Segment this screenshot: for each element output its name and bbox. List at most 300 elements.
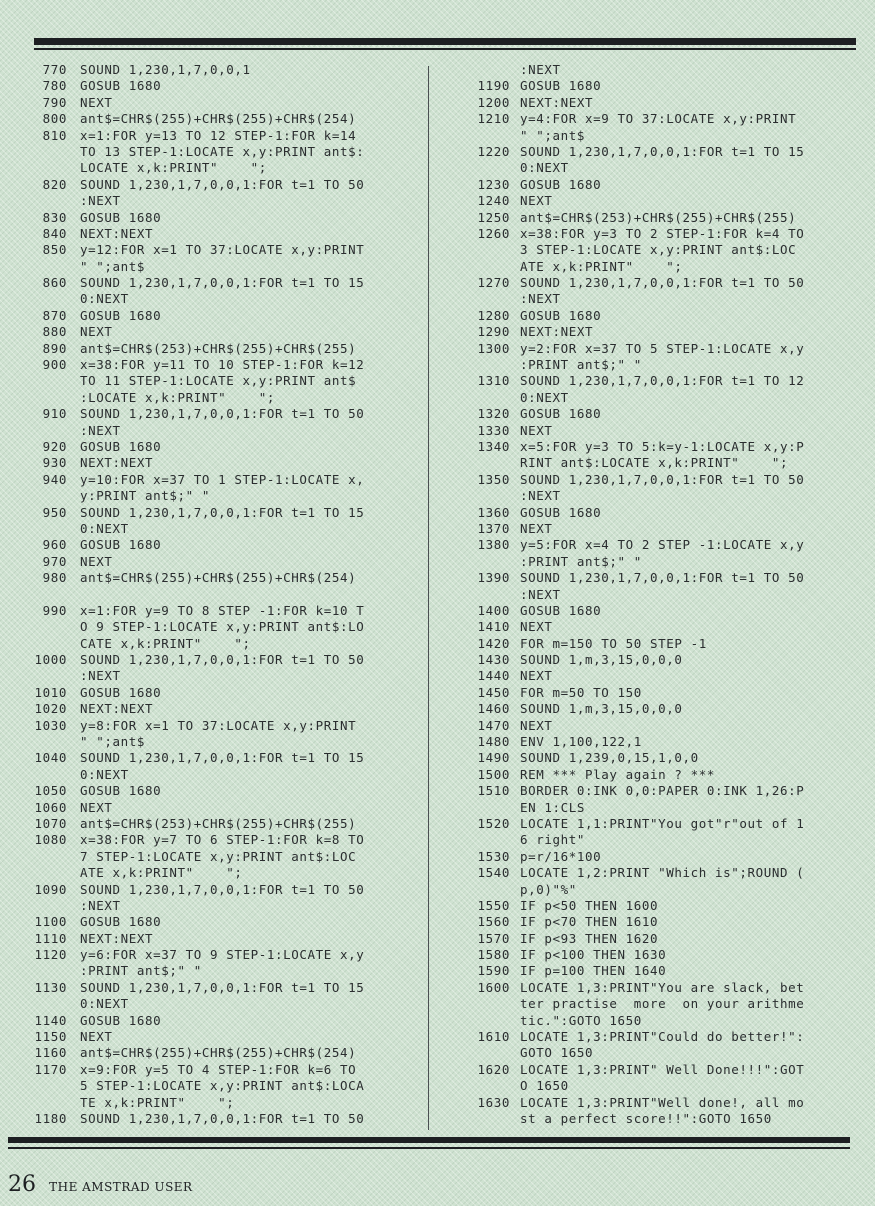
code-line bbox=[446, 767, 866, 783]
code-text: :NEXT bbox=[80, 193, 121, 209]
line-number: 1480 bbox=[477, 734, 510, 750]
line-number: 950 bbox=[42, 504, 67, 520]
code-line bbox=[446, 439, 866, 455]
line-number: 1540 bbox=[477, 865, 510, 881]
code-line-continuation bbox=[446, 390, 866, 406]
line-number: 1400 bbox=[477, 602, 510, 618]
code-line bbox=[0, 1029, 420, 1045]
code-text: O 9 STEP-1:LOCATE x,y:PRINT ant$:LO bbox=[80, 619, 365, 635]
line-number: 820 bbox=[42, 176, 67, 192]
line-number: 1220 bbox=[477, 143, 510, 159]
line-number: 1190 bbox=[477, 78, 510, 94]
line-number: 1290 bbox=[477, 324, 510, 340]
line-number: 960 bbox=[42, 537, 67, 553]
code-line bbox=[446, 226, 866, 242]
code-text: SOUND 1,m,3,15,0,0,0 bbox=[520, 701, 683, 717]
code-text: NEXT bbox=[80, 94, 113, 110]
code-line-continuation bbox=[446, 1013, 866, 1029]
code-line-continuation bbox=[0, 619, 420, 635]
code-text: SOUND 1,230,1,7,0,0,1:FOR t=1 TO 50 bbox=[520, 570, 805, 586]
code-line bbox=[0, 406, 420, 422]
code-text: y=10:FOR x=37 TO 1 STEP-1:LOCATE x, bbox=[80, 471, 365, 487]
code-line bbox=[446, 783, 866, 799]
code-line-continuation bbox=[446, 291, 866, 307]
code-line bbox=[0, 242, 420, 258]
code-line-continuation bbox=[446, 488, 866, 504]
line-number: 1050 bbox=[34, 783, 67, 799]
code-line bbox=[446, 947, 866, 963]
code-line bbox=[0, 882, 420, 898]
code-line bbox=[446, 931, 866, 947]
code-text: x=1:FOR y=13 TO 12 STEP-1:FOR k=14 bbox=[80, 127, 357, 143]
code-text: LOCATE 1,3:PRINT"Well done!, all mo bbox=[520, 1094, 805, 1110]
code-text: IF p<70 THEN 1610 bbox=[520, 914, 659, 930]
code-line bbox=[446, 177, 866, 193]
code-line-continuation bbox=[446, 62, 866, 78]
code-line-continuation bbox=[0, 865, 420, 881]
line-number: 1500 bbox=[477, 766, 510, 782]
page-number: 26 bbox=[8, 1172, 36, 1197]
code-text: y=6:FOR x=37 TO 9 STEP-1:LOCATE x,y bbox=[80, 947, 365, 963]
line-number: 930 bbox=[42, 455, 67, 471]
line-number: 1030 bbox=[34, 717, 67, 733]
code-text: GOSUB 1680 bbox=[520, 307, 602, 323]
code-line bbox=[446, 668, 866, 684]
code-line bbox=[446, 750, 866, 766]
line-number: 940 bbox=[42, 471, 67, 487]
line-number: 1350 bbox=[477, 471, 510, 487]
line-number: 1390 bbox=[477, 570, 510, 586]
code-line-continuation bbox=[446, 882, 866, 898]
code-line bbox=[0, 537, 420, 553]
code-line bbox=[446, 505, 866, 521]
code-text: SOUND 1,230,1,7,0,0,1:FOR t=1 TO 15 bbox=[80, 504, 365, 520]
code-line-continuation bbox=[446, 996, 866, 1012]
line-number: 1430 bbox=[477, 652, 510, 668]
code-line bbox=[446, 603, 866, 619]
code-line-continuation bbox=[0, 587, 420, 603]
code-text: NEXT:NEXT bbox=[80, 701, 154, 717]
code-line bbox=[0, 914, 420, 930]
code-line bbox=[446, 406, 866, 422]
code-text: ant$=CHR$(253)+CHR$(255)+CHR$(255) bbox=[80, 815, 357, 831]
magazine-title: THE AMSTRAD USER bbox=[49, 1180, 193, 1194]
line-number: 850 bbox=[42, 242, 67, 258]
code-text: NEXT bbox=[520, 717, 553, 733]
line-number: 990 bbox=[42, 602, 67, 618]
code-text: GOSUB 1680 bbox=[80, 78, 162, 94]
line-number: 1080 bbox=[34, 832, 67, 848]
line-number: 790 bbox=[42, 94, 67, 110]
line-number: 1410 bbox=[477, 619, 510, 635]
code-text: FOR m=150 TO 50 STEP -1 bbox=[520, 635, 707, 651]
code-line bbox=[446, 1029, 866, 1045]
code-text: p,0)"%" bbox=[520, 881, 577, 897]
code-text: BORDER 0:INK 0,0:PAPER 0:INK 1,26:P bbox=[520, 783, 805, 799]
line-number: 1330 bbox=[477, 422, 510, 438]
line-number: 1130 bbox=[34, 979, 67, 995]
page-footer bbox=[8, 1172, 193, 1197]
code-text: :PRINT ant$;" " bbox=[520, 553, 642, 569]
bottom-rule-thin bbox=[8, 1147, 850, 1149]
code-line bbox=[0, 357, 420, 373]
code-text: GOSUB 1680 bbox=[80, 783, 162, 799]
line-number: 1310 bbox=[477, 373, 510, 389]
code-text: SOUND 1,230,1,7,0,0,1:FOR t=1 TO 50 bbox=[80, 176, 365, 192]
line-number: 1450 bbox=[477, 684, 510, 700]
code-line-continuation bbox=[0, 423, 420, 439]
code-line bbox=[0, 177, 420, 193]
code-line-continuation bbox=[0, 1078, 420, 1094]
code-line bbox=[446, 193, 866, 209]
bottom-rule-thick bbox=[8, 1137, 850, 1143]
code-line-continuation bbox=[446, 1045, 866, 1061]
code-line-continuation bbox=[0, 996, 420, 1012]
code-line-continuation bbox=[0, 373, 420, 389]
code-text: SOUND 1,230,1,7,0,0,1:FOR t=1 TO 50 bbox=[80, 652, 365, 668]
code-line bbox=[0, 980, 420, 996]
code-text: :NEXT bbox=[520, 291, 561, 307]
code-line bbox=[446, 685, 866, 701]
code-text: tic.":GOTO 1650 bbox=[520, 1012, 642, 1028]
code-line bbox=[0, 800, 420, 816]
code-text: " ";ant$ bbox=[80, 734, 146, 750]
code-line-continuation bbox=[0, 636, 420, 652]
code-text: 6 right" bbox=[520, 832, 586, 848]
code-text: " ";ant$ bbox=[520, 127, 586, 143]
code-text: x=38:FOR y=3 TO 2 STEP-1:FOR k=4 TO bbox=[520, 225, 805, 241]
code-line bbox=[0, 111, 420, 127]
code-line bbox=[446, 619, 866, 635]
line-number: 780 bbox=[42, 78, 67, 94]
line-number: 900 bbox=[42, 357, 67, 373]
code-line bbox=[0, 128, 420, 144]
code-text: GOTO 1650 bbox=[520, 1045, 594, 1061]
line-number: 1420 bbox=[477, 635, 510, 651]
line-number: 1560 bbox=[477, 914, 510, 930]
code-line-continuation bbox=[446, 800, 866, 816]
code-text: NEXT bbox=[520, 520, 553, 536]
code-line bbox=[446, 275, 866, 291]
line-number: 1470 bbox=[477, 717, 510, 733]
line-number: 1570 bbox=[477, 930, 510, 946]
code-text: ATE x,k:PRINT" "; bbox=[520, 258, 683, 274]
line-number: 860 bbox=[42, 275, 67, 291]
code-line bbox=[0, 226, 420, 242]
code-line-continuation bbox=[0, 898, 420, 914]
code-text: p=r/16*100 bbox=[520, 848, 602, 864]
line-number: 1460 bbox=[477, 701, 510, 717]
code-line bbox=[446, 701, 866, 717]
code-text: GOSUB 1680 bbox=[80, 307, 162, 323]
code-line bbox=[446, 78, 866, 94]
code-text: ant$=CHR$(253)+CHR$(255)+CHR$(255) bbox=[520, 209, 797, 225]
line-number: 870 bbox=[42, 307, 67, 323]
line-number: 1550 bbox=[477, 897, 510, 913]
code-line bbox=[0, 472, 420, 488]
code-text: ant$=CHR$(253)+CHR$(255)+CHR$(255) bbox=[80, 340, 357, 356]
code-line-continuation bbox=[446, 160, 866, 176]
code-text: st a perfect score!!":GOTO 1650 bbox=[520, 1111, 772, 1126]
line-number: 1010 bbox=[34, 684, 67, 700]
line-number: 1170 bbox=[34, 1061, 67, 1077]
code-text: y=4:FOR x=9 TO 37:LOCATE x,y:PRINT bbox=[520, 111, 797, 127]
code-text: CATE x,k:PRINT" "; bbox=[80, 635, 251, 651]
code-text: GOSUB 1680 bbox=[520, 78, 602, 94]
code-text: NEXT:NEXT bbox=[520, 324, 594, 340]
code-text: y=2:FOR x=37 TO 5 STEP-1:LOCATE x,y bbox=[520, 340, 805, 356]
code-text: NEXT bbox=[80, 324, 113, 340]
code-text: SOUND 1,230,1,7,0,0,1:FOR t=1 TO 15 bbox=[80, 750, 365, 766]
code-line bbox=[446, 734, 866, 750]
code-text: NEXT:NEXT bbox=[520, 94, 594, 110]
code-line bbox=[446, 144, 866, 160]
code-line bbox=[446, 914, 866, 930]
code-text: LOCATE 1,3:PRINT"You are slack, bet bbox=[520, 979, 805, 995]
code-text: x=5:FOR y=3 TO 5:k=y-1:LOCATE x,y:P bbox=[520, 438, 805, 454]
code-line bbox=[0, 947, 420, 963]
code-line-continuation bbox=[0, 963, 420, 979]
code-line bbox=[0, 570, 420, 586]
code-text: 0:NEXT bbox=[520, 160, 569, 176]
code-line-continuation bbox=[0, 390, 420, 406]
line-number: 1510 bbox=[477, 783, 510, 799]
code-text: LOCATE 1,3:PRINT" Well Done!!!":GOT bbox=[520, 1061, 805, 1077]
line-number: 1380 bbox=[477, 537, 510, 553]
code-text: NEXT bbox=[520, 619, 553, 635]
code-line-continuation bbox=[0, 521, 420, 537]
code-text: y=5:FOR x=4 TO 2 STEP -1:LOCATE x,y bbox=[520, 537, 805, 553]
code-line-continuation bbox=[446, 357, 866, 373]
code-line-continuation bbox=[446, 242, 866, 258]
code-line bbox=[446, 1095, 866, 1111]
code-line-continuation bbox=[0, 144, 420, 160]
code-line bbox=[0, 554, 420, 570]
line-number: 1140 bbox=[34, 1012, 67, 1028]
code-text: 0:NEXT bbox=[80, 996, 129, 1012]
code-line bbox=[0, 78, 420, 94]
code-text: NEXT:NEXT bbox=[80, 225, 154, 241]
code-text: LOCATE 1,3:PRINT"Could do better!": bbox=[520, 1029, 805, 1045]
line-number: 1180 bbox=[34, 1111, 67, 1126]
code-line bbox=[0, 341, 420, 357]
code-line bbox=[0, 308, 420, 324]
code-text: O 1650 bbox=[520, 1078, 569, 1094]
line-number: 1210 bbox=[477, 111, 510, 127]
code-text: " ";ant$ bbox=[80, 258, 146, 274]
code-line-continuation bbox=[0, 291, 420, 307]
code-text: NEXT bbox=[80, 1029, 113, 1045]
code-text: 0:NEXT bbox=[80, 291, 129, 307]
code-line bbox=[446, 472, 866, 488]
line-number: 1520 bbox=[477, 815, 510, 831]
code-line bbox=[446, 636, 866, 652]
code-text: SOUND 1,230,1,7,0,0,1:FOR t=1 TO 50 bbox=[80, 406, 365, 422]
code-text: y=8:FOR x=1 TO 37:LOCATE x,y:PRINT bbox=[80, 717, 357, 733]
code-text: GOSUB 1680 bbox=[80, 438, 162, 454]
line-number: 800 bbox=[42, 111, 67, 127]
code-text: FOR m=50 TO 150 bbox=[520, 684, 642, 700]
code-text: :NEXT bbox=[80, 668, 121, 684]
code-line bbox=[0, 685, 420, 701]
code-text: IF p<50 THEN 1600 bbox=[520, 897, 659, 913]
code-line-continuation bbox=[0, 767, 420, 783]
line-number: 1580 bbox=[477, 947, 510, 963]
code-line bbox=[446, 1062, 866, 1078]
code-text: GOSUB 1680 bbox=[80, 209, 162, 225]
code-line-continuation bbox=[446, 455, 866, 471]
code-line bbox=[446, 324, 866, 340]
line-number: 1440 bbox=[477, 668, 510, 684]
listing-column-left bbox=[0, 62, 420, 1127]
line-number: 1320 bbox=[477, 406, 510, 422]
code-text: 0:NEXT bbox=[80, 766, 129, 782]
code-text: IF p<93 THEN 1620 bbox=[520, 930, 659, 946]
line-number: 1200 bbox=[477, 94, 510, 110]
top-rule-thin bbox=[34, 48, 856, 50]
code-text: GOSUB 1680 bbox=[80, 1012, 162, 1028]
code-text: GOSUB 1680 bbox=[520, 176, 602, 192]
code-line bbox=[446, 521, 866, 537]
line-number: 1490 bbox=[477, 750, 510, 766]
line-number: 810 bbox=[42, 127, 67, 143]
code-line bbox=[0, 832, 420, 848]
code-line-continuation bbox=[446, 587, 866, 603]
line-number: 1250 bbox=[477, 209, 510, 225]
line-number: 840 bbox=[42, 225, 67, 241]
line-number: 1620 bbox=[477, 1061, 510, 1077]
code-line bbox=[0, 1062, 420, 1078]
code-text: 7 STEP-1:LOCATE x,y:PRINT ant$:LOC bbox=[80, 848, 357, 864]
code-text: NEXT bbox=[520, 668, 553, 684]
code-text: x=9:FOR y=5 TO 4 STEP-1:FOR k=6 TO bbox=[80, 1061, 357, 1077]
code-line bbox=[446, 570, 866, 586]
code-line bbox=[446, 341, 866, 357]
code-text: :PRINT ant$;" " bbox=[80, 963, 202, 979]
code-line bbox=[0, 931, 420, 947]
column-divider bbox=[428, 66, 429, 1130]
line-number: 1110 bbox=[34, 930, 67, 946]
code-line bbox=[446, 537, 866, 553]
code-text: y:PRINT ant$;" " bbox=[80, 488, 211, 504]
code-text: GOSUB 1680 bbox=[520, 602, 602, 618]
code-line-continuation bbox=[446, 1078, 866, 1094]
code-text: SOUND 1,230,1,7,0,0,1:FOR t=1 TO 15 bbox=[80, 275, 365, 291]
line-number: 1370 bbox=[477, 520, 510, 536]
code-text: ant$=CHR$(255)+CHR$(255)+CHR$(254) bbox=[80, 1045, 357, 1061]
code-line-continuation bbox=[0, 488, 420, 504]
line-number: 1530 bbox=[477, 848, 510, 864]
code-text: :PRINT ant$;" " bbox=[520, 357, 642, 373]
code-text: GOSUB 1680 bbox=[80, 537, 162, 553]
code-line bbox=[0, 603, 420, 619]
code-text: :LOCATE x,k:PRINT" "; bbox=[80, 389, 276, 405]
code-text: NEXT:NEXT bbox=[80, 930, 154, 946]
code-line bbox=[446, 963, 866, 979]
code-text: LOCATE 1,1:PRINT"You got"r"out of 1 bbox=[520, 815, 805, 831]
code-text: ter practise more on your arithme bbox=[520, 996, 805, 1012]
code-line bbox=[446, 849, 866, 865]
code-text: NEXT bbox=[520, 193, 553, 209]
code-text: :NEXT bbox=[520, 62, 561, 77]
code-line-continuation bbox=[446, 259, 866, 275]
line-number: 1300 bbox=[477, 340, 510, 356]
line-number: 890 bbox=[42, 340, 67, 356]
code-line-continuation bbox=[0, 193, 420, 209]
code-text: TO 13 STEP-1:LOCATE x,y:PRINT ant$: bbox=[80, 143, 365, 159]
code-text: GOSUB 1680 bbox=[520, 406, 602, 422]
line-number: 980 bbox=[42, 570, 67, 586]
line-number: 1340 bbox=[477, 438, 510, 454]
line-number: 1040 bbox=[34, 750, 67, 766]
code-line bbox=[0, 1045, 420, 1061]
code-line bbox=[0, 275, 420, 291]
line-number: 1280 bbox=[477, 307, 510, 323]
code-line bbox=[0, 652, 420, 668]
code-text: REM *** Play again ? *** bbox=[520, 766, 716, 782]
line-number: 1360 bbox=[477, 504, 510, 520]
code-line-continuation bbox=[0, 734, 420, 750]
code-text: GOSUB 1680 bbox=[520, 504, 602, 520]
code-line-continuation bbox=[446, 1111, 866, 1127]
code-line bbox=[0, 1013, 420, 1029]
code-line bbox=[446, 373, 866, 389]
code-text: TO 11 STEP-1:LOCATE x,y:PRINT ant$ bbox=[80, 373, 357, 389]
line-number: 1630 bbox=[477, 1094, 510, 1110]
code-text: SOUND 1,230,1,7,0,0,1:FOR t=1 TO 50 bbox=[520, 275, 805, 291]
code-line-continuation bbox=[0, 849, 420, 865]
code-text: SOUND 1,230,1,7,0,0,1:FOR t=1 TO 12 bbox=[520, 373, 805, 389]
listing-column-right bbox=[446, 62, 866, 1127]
code-text: NEXT bbox=[80, 553, 113, 569]
code-text: SOUND 1,230,1,7,0,0,1:FOR t=1 TO 15 bbox=[520, 143, 805, 159]
code-line-continuation bbox=[446, 554, 866, 570]
line-number: 1610 bbox=[477, 1029, 510, 1045]
line-number: 1150 bbox=[34, 1029, 67, 1045]
code-text: 5 STEP-1:LOCATE x,y:PRINT ant$:LOCA bbox=[80, 1078, 365, 1094]
code-line bbox=[0, 324, 420, 340]
line-number: 1100 bbox=[34, 914, 67, 930]
line-number: 1260 bbox=[477, 225, 510, 241]
code-text: LOCATE 1,2:PRINT "Which is";ROUND ( bbox=[520, 865, 805, 881]
code-text: ENV 1,100,122,1 bbox=[520, 734, 642, 750]
code-line bbox=[0, 439, 420, 455]
code-line bbox=[0, 210, 420, 226]
line-number: 1160 bbox=[34, 1045, 67, 1061]
line-number: 1590 bbox=[477, 963, 510, 979]
top-rule-thick bbox=[34, 38, 856, 45]
line-number: 1000 bbox=[34, 652, 67, 668]
code-text: SOUND 1,230,1,7,0,0,1:FOR t=1 TO 50 bbox=[80, 1111, 365, 1126]
code-text: SOUND 1,230,1,7,0,0,1:FOR t=1 TO 50 bbox=[520, 471, 805, 487]
code-text: TE x,k:PRINT" "; bbox=[80, 1094, 235, 1110]
code-line bbox=[0, 701, 420, 717]
code-text: SOUND 1,230,1,7,0,0,1:FOR t=1 TO 15 bbox=[80, 979, 365, 995]
code-text: EN 1:CLS bbox=[520, 799, 586, 815]
code-text: ant$=CHR$(255)+CHR$(255)+CHR$(254) bbox=[80, 570, 357, 586]
line-number: 1270 bbox=[477, 275, 510, 291]
line-number: 1240 bbox=[477, 193, 510, 209]
code-line bbox=[0, 718, 420, 734]
code-line bbox=[446, 865, 866, 881]
code-text: SOUND 1,m,3,15,0,0,0 bbox=[520, 652, 683, 668]
code-text: NEXT bbox=[80, 799, 113, 815]
code-line bbox=[0, 62, 420, 78]
code-line bbox=[0, 455, 420, 471]
code-line bbox=[0, 816, 420, 832]
code-text: 0:NEXT bbox=[520, 389, 569, 405]
code-line-continuation bbox=[0, 1095, 420, 1111]
